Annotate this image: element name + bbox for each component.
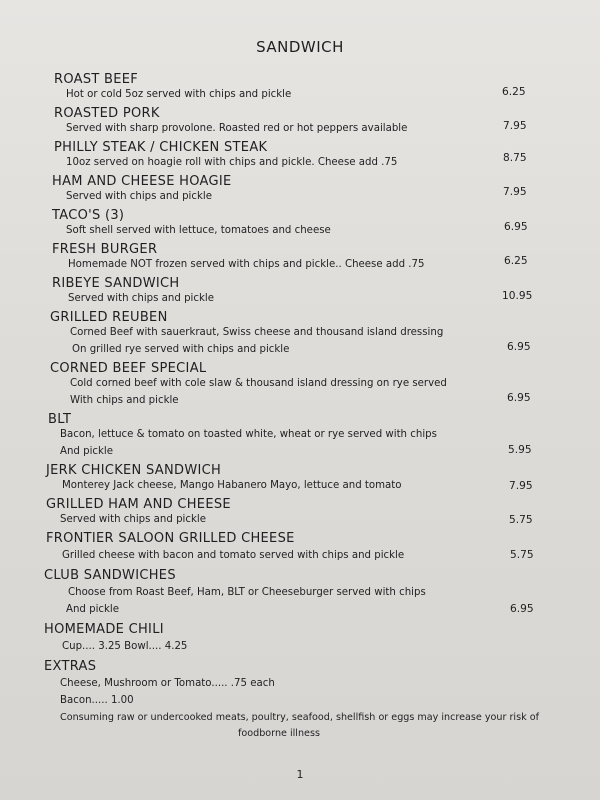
item-desc-frontier-grilled-cheese: Grilled cheese with bacon and tomato served with chips and pickle (62, 550, 405, 561)
item-desc-roasted-pork: Served with sharp provolone. Roasted red or hot peppers available (66, 123, 408, 134)
item-name-frontier-grilled-cheese: FRONTIER SALOON GRILLED CHEESE (46, 531, 295, 546)
item-desc-club-sandwiches-1: Choose from Roast Beef, Ham, BLT or Cheeseburger served with chips (68, 587, 426, 598)
item-desc-club-sandwiches-2: And pickle (66, 604, 120, 615)
menu-section-title: SANDWICH (256, 38, 344, 56)
item-desc-ham-cheese-hoagie: Served with chips and pickle (66, 191, 212, 202)
item-price-roast-beef: 6.25 (502, 86, 526, 98)
item-price-blt: 5.95 (508, 444, 532, 456)
item-desc-grilled-ham-cheese: Served with chips and pickle (60, 514, 206, 525)
item-name-ribeye: RIBEYE SANDWICH (52, 276, 180, 291)
item-desc-homemade-chili: Cup.... 3.25 Bowl.... 4.25 (62, 641, 188, 652)
item-name-ham-cheese-hoagie: HAM AND CHEESE HOAGIE (52, 174, 232, 189)
item-price-club-sandwiches: 6.95 (510, 603, 534, 615)
item-name-jerk-chicken: JERK CHICKEN SANDWICH (46, 463, 222, 478)
item-price-ribeye: 10.95 (502, 290, 533, 302)
item-name-grilled-reuben: GRILLED REUBEN (50, 310, 168, 325)
item-name-grilled-ham-cheese: GRILLED HAM AND CHEESE (46, 497, 231, 512)
item-name-tacos: TACO'S (3) (52, 208, 125, 223)
item-name-club-sandwiches: CLUB SANDWICHES (44, 568, 176, 583)
item-desc-tacos: Soft shell served with lettuce, tomatoes and cheese (66, 225, 331, 236)
item-price-grilled-reuben: 6.95 (507, 341, 531, 353)
item-desc-jerk-chicken: Monterey Jack cheese, Mango Habanero Mayo, lettuce and tomato (62, 480, 402, 491)
item-price-grilled-ham-cheese: 5.75 (509, 514, 533, 526)
item-price-jerk-chicken: 7.95 (509, 480, 533, 492)
item-name-roasted-pork: ROASTED PORK (54, 106, 160, 121)
item-price-fresh-burger: 6.25 (504, 255, 528, 267)
item-name-extras: EXTRAS (44, 659, 97, 674)
item-desc-extras-1: Cheese, Mushroom or Tomato..... .75 each (60, 678, 275, 689)
item-price-corned-beef-special: 6.95 (507, 392, 531, 404)
item-desc-grilled-reuben-1: Corned Beef with sauerkraut, Swiss cheese and thousand island dressing (70, 327, 444, 338)
food-safety-notice-1: Consuming raw or undercooked meats, poultry, seafood, shellfish or eggs may increase your risk of (60, 712, 539, 723)
item-desc-ribeye: Served with chips and pickle (68, 293, 214, 304)
item-price-frontier-grilled-cheese: 5.75 (510, 549, 534, 561)
food-safety-notice-2: foodborne illness (238, 728, 320, 739)
item-name-roast-beef: ROAST BEEF (54, 72, 139, 87)
item-desc-corned-beef-special-1: Cold corned beef with cole slaw & thousand island dressing on rye served (70, 378, 447, 389)
item-desc-grilled-reuben-2: On grilled rye served with chips and pickle (72, 344, 290, 355)
item-price-ham-cheese-hoagie: 7.95 (503, 186, 527, 198)
item-desc-philly-steak: 10oz served on hoagie roll with chips and pickle. Cheese add .75 (66, 157, 398, 168)
item-desc-roast-beef: Hot or cold 5oz served with chips and pickle (66, 89, 292, 100)
item-name-blt: BLT (48, 412, 72, 427)
item-price-tacos: 6.95 (504, 221, 528, 233)
item-price-philly-steak: 8.75 (503, 152, 527, 164)
item-desc-fresh-burger: Homemade NOT frozen served with chips and pickle.. Cheese add .75 (68, 259, 425, 270)
item-name-fresh-burger: FRESH BURGER (52, 242, 158, 257)
item-name-corned-beef-special: CORNED BEEF SPECIAL (50, 361, 207, 376)
page-number: 1 (296, 768, 304, 781)
item-price-roasted-pork: 7.95 (503, 120, 527, 132)
item-name-homemade-chili: HOMEMADE CHILI (44, 622, 164, 637)
item-desc-blt-1: Bacon, lettuce & tomato on toasted white, wheat or rye served with chips (60, 429, 437, 440)
item-name-philly-steak: PHILLY STEAK / CHICKEN STEAK (54, 140, 268, 155)
item-desc-corned-beef-special-2: With chips and pickle (70, 395, 179, 406)
item-desc-extras-2: Bacon..... 1.00 (60, 695, 134, 706)
item-desc-blt-2: And pickle (60, 446, 114, 457)
